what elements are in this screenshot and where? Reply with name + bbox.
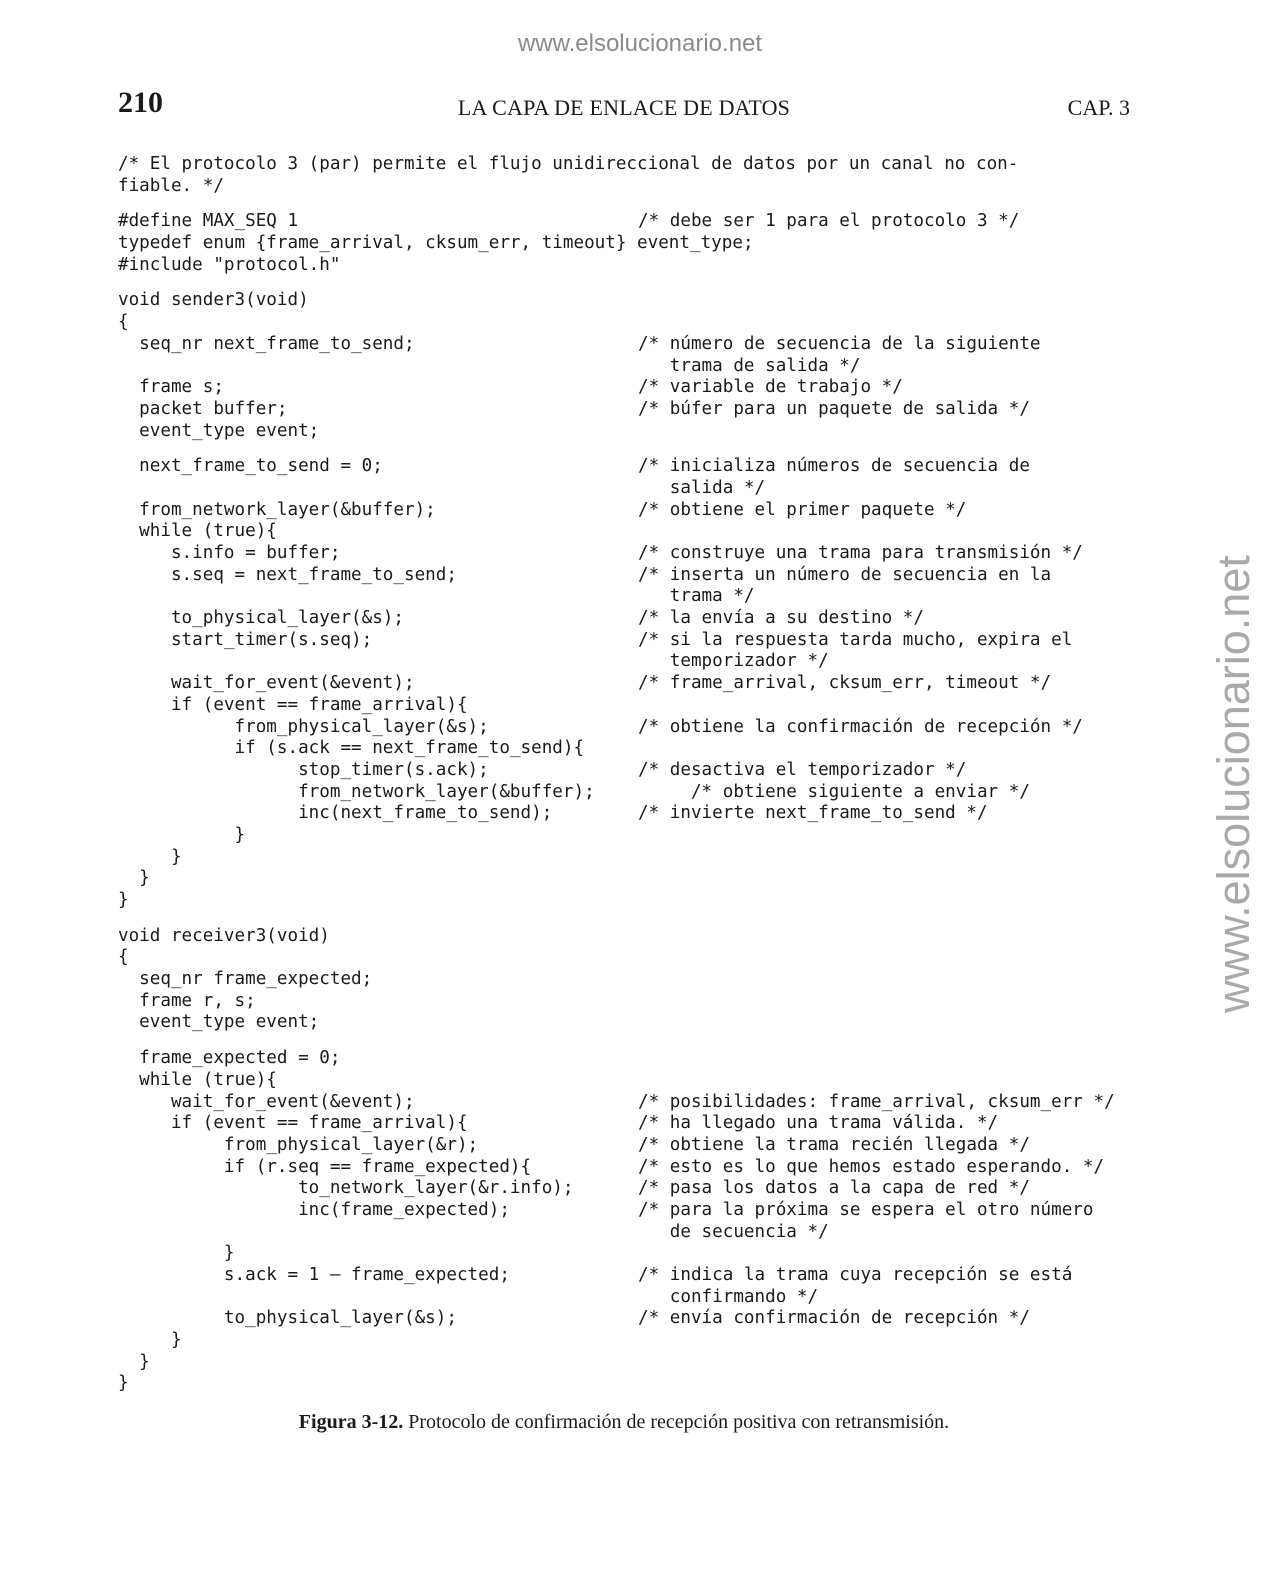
code-text: { [118,947,129,968]
code-text: } [118,890,129,910]
code-text: seq_nr frame_expected; [118,969,373,990]
code-text: from_network_layer(&buffer); [118,781,595,802]
code-line [118,782,1138,804]
code-line [118,825,1138,847]
code-text: } [118,1351,150,1372]
code-line [118,543,1138,565]
code-comment: /* inserta un número de secuencia en la [638,564,1052,585]
code-text: stop_timer(s.ack); [118,759,489,780]
code-comment: /* pasa los datos a la capa de red */ [638,1178,1030,1199]
code-line [118,356,1138,378]
code-line [118,947,1138,969]
code-text: to_network_layer(&r.info); [118,1178,574,1199]
code-line [118,1265,1138,1287]
code-comment: trama de salida */ [638,355,861,376]
code-line [118,1157,1138,1179]
code-text: if (r.seq == frame_expected){ [118,1156,532,1177]
code-comment: /* desactiva el temporizador */ [638,759,967,780]
code-comment: /* búfer para un paquete de salida */ [638,398,1030,419]
code-line [118,926,1138,948]
code-line [118,1200,1138,1222]
code-text: event_type event; [118,1012,320,1033]
code-line [118,586,1138,608]
code-text: s.info = buffer; [118,543,341,563]
code-text: } [118,1373,129,1394]
code-line [118,1012,1138,1034]
code-text: frame s; [118,377,224,398]
code-text: s.ack = 1 – frame_expected; [118,1265,510,1285]
code-text: { [118,312,129,333]
code-text: } [118,824,246,845]
code-line [118,211,1138,233]
code-comment: /* envía confirmación de recepción */ [638,1308,1030,1329]
code-line [118,868,1138,890]
code-line [118,651,1138,673]
code-comment: confirmando */ [638,1286,819,1307]
code-line [118,673,1138,695]
page-header [118,86,1130,126]
code-line [118,695,1138,717]
code-text: while (true){ [118,1069,277,1090]
code-comment: /* indica la trama cuya recepción se está [638,1265,1073,1285]
code-comment: /* obtiene la trama recién llegada */ [638,1134,1030,1155]
code-line [118,803,1138,825]
code-text: packet buffer; [118,398,288,419]
code-line [118,233,1138,255]
code-line [118,290,1138,312]
code-comment: trama */ [638,586,755,607]
code-text: wait_for_event(&event); [118,1091,415,1112]
code-line [118,717,1138,739]
code-text: s.seq = next_frame_to_send; [118,564,457,585]
code-line [118,478,1138,500]
code-comment: /* obtiene siguiente a enviar */ [638,781,1030,802]
code-comment: /* invierte next_frame_to_send */ [638,803,988,824]
code-listing [118,154,1138,1395]
code-line [118,521,1138,543]
code-line [118,738,1138,760]
code-text: } [118,1243,235,1264]
code-text: fiable. */ [118,175,224,196]
code-line [118,154,1138,176]
code-comment: /* frame_arrival, cksum_err, timeout */ [638,673,1052,694]
code-line [118,1352,1138,1374]
code-text: void receiver3(void) [118,925,330,946]
code-line [118,1308,1138,1330]
page-number: 210 [118,86,163,119]
code-line [118,1330,1138,1352]
running-title: LA CAPA DE ENLACE DE DATOS [457,95,791,120]
chapter-label: CAP. 3 [1067,95,1130,120]
code-line [118,1222,1138,1244]
code-line [118,1287,1138,1309]
code-text: #include "protocol.h" [118,254,341,275]
code-line [118,1243,1138,1265]
code-text: from_physical_layer(&s); [118,716,489,737]
code-line [118,421,1138,443]
code-line [118,456,1138,478]
code-line [118,334,1138,356]
code-comment: /* posibilidades: frame_arrival, cksum_err */ [638,1091,1115,1112]
code-line [118,176,1138,198]
code-comment: /* obtiene el primer paquete */ [638,499,967,520]
figure-caption-text: Protocolo de confirmación de recepción positiva con retransmisión. [403,1411,950,1433]
code-line [118,630,1138,652]
code-comment: /* si la respuesta tarda mucho, expira el [638,629,1073,650]
code-text: seq_nr next_frame_to_send; [118,333,415,354]
figure-caption [0,1411,1248,1434]
watermark-side: www.elsolucionario.net [1208,555,1259,1013]
code-comment: /* debe ser 1 para el protocolo 3 */ [638,211,1020,232]
code-line [118,500,1138,522]
code-text: to_physical_layer(&s); [118,608,404,629]
code-comment: salida */ [638,477,766,498]
code-line [118,312,1138,334]
code-comment: /* variable de trabajo */ [638,377,903,398]
code-comment: /* número de secuencia de la siguiente [638,333,1041,354]
code-text: if (event == frame_arrival){ [118,1113,468,1134]
code-text: to_physical_layer(&s); [118,1308,457,1329]
code-text: if (s.ack == next_frame_to_send){ [118,738,585,759]
code-comment: /* inicializa números de secuencia de [638,456,1030,477]
code-text: } [118,1330,182,1351]
code-text: from_network_layer(&buffer); [118,499,436,520]
watermark-top: www.elsolucionario.net [517,30,763,57]
code-line [118,991,1138,1013]
code-line [118,565,1138,587]
code-comment: /* ha llegado una trama válida. */ [638,1113,999,1134]
code-text: typedef enum {frame_arrival, cksum_err, timeout} event_type; [118,233,754,254]
code-comment: /* para la próxima se espera el otro número [638,1199,1094,1220]
code-text: inc(frame_expected); [118,1199,510,1220]
code-line [118,969,1138,991]
code-comment: /* la envía a su destino */ [638,608,924,629]
code-line [118,847,1138,869]
code-text: while (true){ [118,521,277,542]
code-line [118,608,1138,630]
code-comment: /* esto es lo que hemos estado esperando. */ [638,1156,1105,1177]
code-text: /* El protocolo 3 (par) permite el flujo unidireccional de datos por un canal no con- [118,154,1019,174]
code-line [118,399,1138,421]
figure-label: Figura 3-12. [298,1411,404,1433]
code-line [118,1048,1138,1070]
code-line [118,1070,1138,1092]
code-comment: /* construye una trama para transmisión */ [638,543,1083,563]
code-line [118,1373,1138,1395]
code-line [118,1135,1138,1157]
code-text: start_timer(s.seq); [118,629,373,650]
code-text: inc(next_frame_to_send); [118,803,553,824]
code-comment: de secuencia */ [638,1221,829,1242]
code-line [118,255,1138,277]
code-text: wait_for_event(&event); [118,673,415,694]
code-text: } [118,868,150,889]
code-text: } [118,846,182,867]
code-line [118,890,1138,912]
code-text: frame r, s; [118,990,256,1011]
code-line [118,377,1138,399]
code-comment: temporizador */ [638,651,829,672]
code-line [118,760,1138,782]
code-text: #define MAX_SEQ 1 [118,211,299,232]
code-text: from_physical_layer(&r); [118,1134,479,1155]
code-text: event_type event; [118,420,320,441]
code-line [118,1113,1138,1135]
code-text: next_frame_to_send = 0; [118,456,383,477]
code-text: if (event == frame_arrival){ [118,694,468,715]
code-line [118,1178,1138,1200]
code-text: frame_expected = 0; [118,1048,341,1069]
code-line [118,1092,1138,1114]
code-text: void sender3(void) [118,290,309,311]
code-comment: /* obtiene la confirmación de recepción */ [638,716,1083,737]
